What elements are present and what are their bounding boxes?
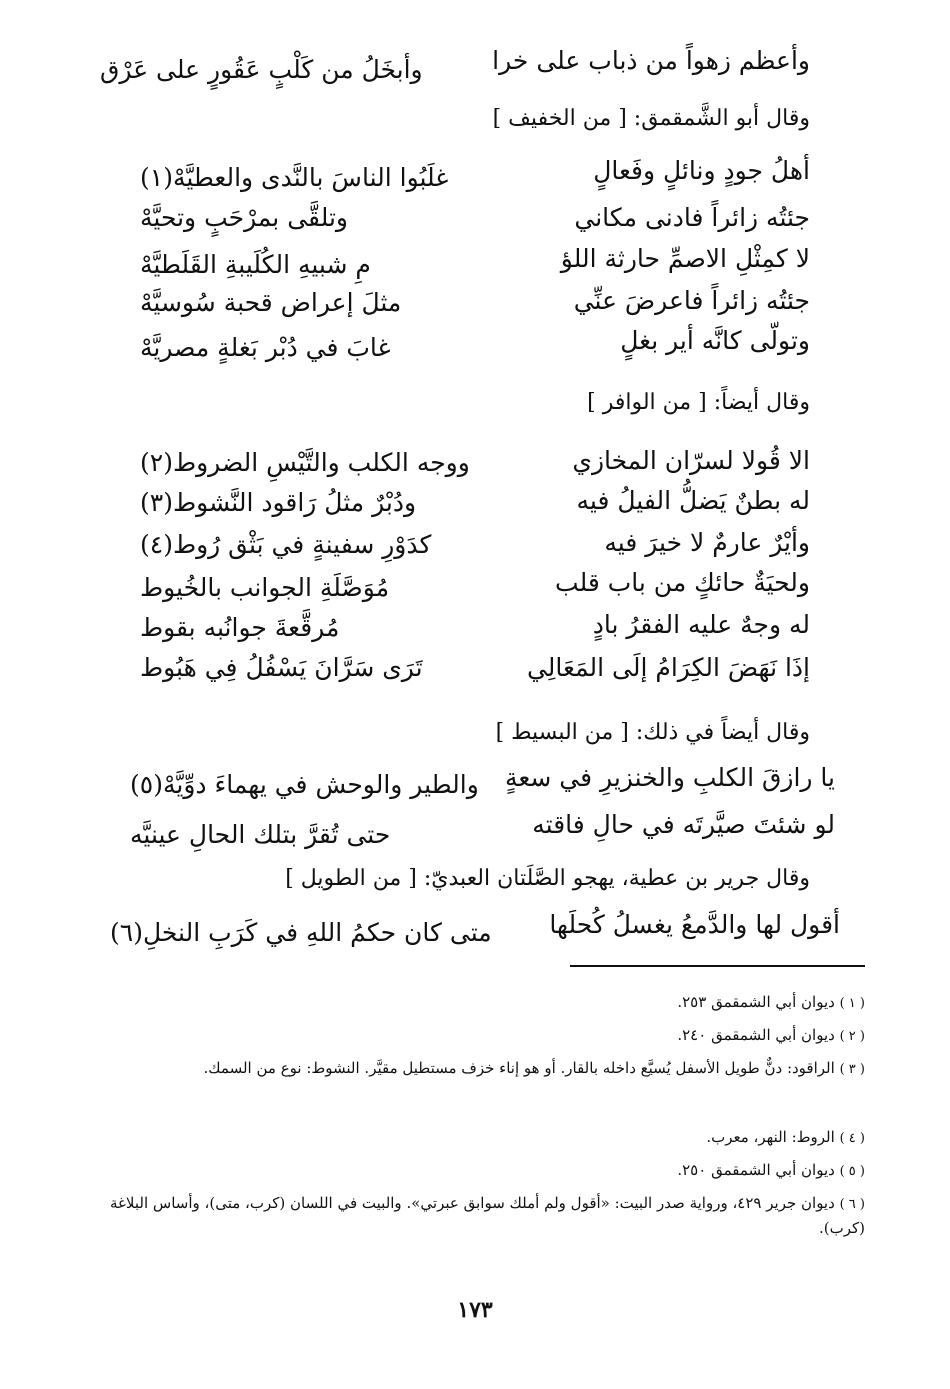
verse-first-hemistich: لا كمِثْلِ الاصمِّ حارثة اللؤ xyxy=(560,244,810,273)
verse-first-hemistich: وأيْرٌ عارمٌ لا خيرَ فيه xyxy=(604,528,810,557)
poem-intro: وقال جرير بن عطية، يهجو الصَّلَتان العبديّ: [ من الطويل ] xyxy=(285,866,810,891)
verse-first-hemistich: لو شئتَ صيَّرتَه في حالِ فاقته xyxy=(532,810,835,839)
verse-first-hemistich: له بطنٌ يَضلُّ الفيلُ فيه xyxy=(576,486,810,515)
verse-second-hemistich: مثلَ إعراض قحبة سُوسيَّهْ xyxy=(140,288,402,317)
footnote-text: ديوان جرير ٤٢٩، ورواية صدر البيت: «أقول ولم أملك سوابق عبرتي». والبيت في اللسان (كرب، متى)، وأساس البلاغة (كرب). xyxy=(110,1194,865,1237)
verse-second-hemistich: متى كان حكمُ اللهِ في كَرَبِ النخلِ(٦) xyxy=(110,918,492,947)
verse-second-hemistich: مِ شبيهِ الكُلَيبةِ القَلَطيَّهْ xyxy=(140,250,371,279)
verse-first-hemistich: أقول لها والدَّمعُ يغسلُ كُحلَها xyxy=(549,910,840,939)
page-number: ١٧٣ xyxy=(457,1297,493,1323)
footnote xyxy=(80,990,865,1015)
verse-second-hemistich: ودُبْرٌ مثلُ رَاقود النَّشوط(٣) xyxy=(140,488,417,517)
footnote xyxy=(80,1125,865,1150)
footnote xyxy=(80,1158,865,1183)
verse-second-hemistich: غابَ في دُبْر بَغلةٍ مصريَّهْ xyxy=(140,333,391,362)
verse-second-hemistich: مُرقَّعةَ جوانُبه بقوط xyxy=(140,613,340,642)
footnote-number: ( ٦ ) xyxy=(839,1197,865,1212)
footnote-number: ( ٥ ) xyxy=(839,1164,865,1179)
verse-first-hemistich: ولحيَةٌ حائكٍ من باب قلب xyxy=(555,568,810,597)
verse-first-hemistich: وأعظم زهواً من ذباب على خرا xyxy=(492,46,810,75)
verse-second-hemistich: وتلقَّى بمرْحَبٍ وتحيَّهْ xyxy=(140,203,349,232)
verse-first-hemistich: الا قُولا لسرّان المخازي xyxy=(572,446,810,475)
footnote-number: ( ٣ ) xyxy=(839,1062,865,1077)
verse-first-hemistich: وتولّى كانَّه أير بغلٍ xyxy=(620,326,810,355)
verse-second-hemistich: غلَبُوا الناسَ بالنَّدى والعطيَّهْ(١) xyxy=(140,163,449,192)
verse-second-hemistich: مُوَصَّلَةِ الجوانب بالخُيوط xyxy=(140,573,390,602)
footnote-separator xyxy=(570,965,865,967)
verse-second-hemistich: حتى تُقرَّ بتلك الحالِ عينيَّه xyxy=(130,820,391,849)
verse-first-hemistich: جئتُه زائراً فاعرضَ عنِّي xyxy=(573,286,810,315)
verse-second-hemistich: كدَوْرِ سفينةٍ في بَثْق رُوط(٤) xyxy=(140,530,432,559)
poem-intro: وقال أبو الشَّمقمق: [ من الخفيف ] xyxy=(492,106,810,131)
poem-intro: وقال أيضاً في ذلك: [ من البسيط ] xyxy=(495,720,810,745)
footnote-text: الروط: النهر، معرب. xyxy=(706,1128,835,1146)
verse-second-hemistich: تَرَى سَرَّانَ يَسْفُلُ فِي هَبُوط xyxy=(140,653,423,682)
footnote-text: ديوان أبي الشمقمق ٢٤٠. xyxy=(677,1026,835,1044)
verse-second-hemistich: وأبخَلُ من كَلْبٍ عَقُورٍ على عَرْق xyxy=(100,55,423,84)
footnote-text: ديوان أبي الشمقمق ٢٥٠. xyxy=(677,1161,835,1179)
footnote-text: ديوان أبي الشمقمق ٢٥٣. xyxy=(677,993,835,1011)
verse-first-hemistich: أهلُ جودٍ ونائلٍ وفَعالٍ xyxy=(593,156,810,185)
footnote xyxy=(80,1191,865,1240)
verse-first-hemistich: جئتُه زائراً فادنى مكاني xyxy=(574,203,810,232)
verse-second-hemistich: ووجه الكلب والتَّيْسِ الضروط(٢) xyxy=(140,448,470,477)
footnote-number: ( ٢ ) xyxy=(839,1029,865,1044)
footnote-number: ( ١ ) xyxy=(839,996,865,1011)
footnote-text: الراقود: دنٌّ طويل الأسفل يُسيَّع داخله بالقار. أو هو إناء خزف مستطيل مقيَّر. النشوط: نوع من السمك. xyxy=(203,1059,835,1077)
poem-intro: وقال أيضاً: [ من الوافر ] xyxy=(587,390,810,415)
footnote-number: ( ٤ ) xyxy=(839,1131,865,1146)
footnote xyxy=(80,1056,865,1081)
verse-first-hemistich: له وجهٌ عليه الفقرُ بادٍ xyxy=(592,610,810,639)
verse-first-hemistich: إذَا نَهَضَ الكِرَامُ إلَى المَعَالِي xyxy=(526,653,810,682)
verse-second-hemistich: والطير والوحش في يهماءَ دوِّيَّهْ(٥) xyxy=(130,770,479,799)
verse-first-hemistich: يا رازقَ الكلبِ والخنزيرِ في سعةٍ xyxy=(504,763,835,792)
footnote xyxy=(80,1023,865,1048)
